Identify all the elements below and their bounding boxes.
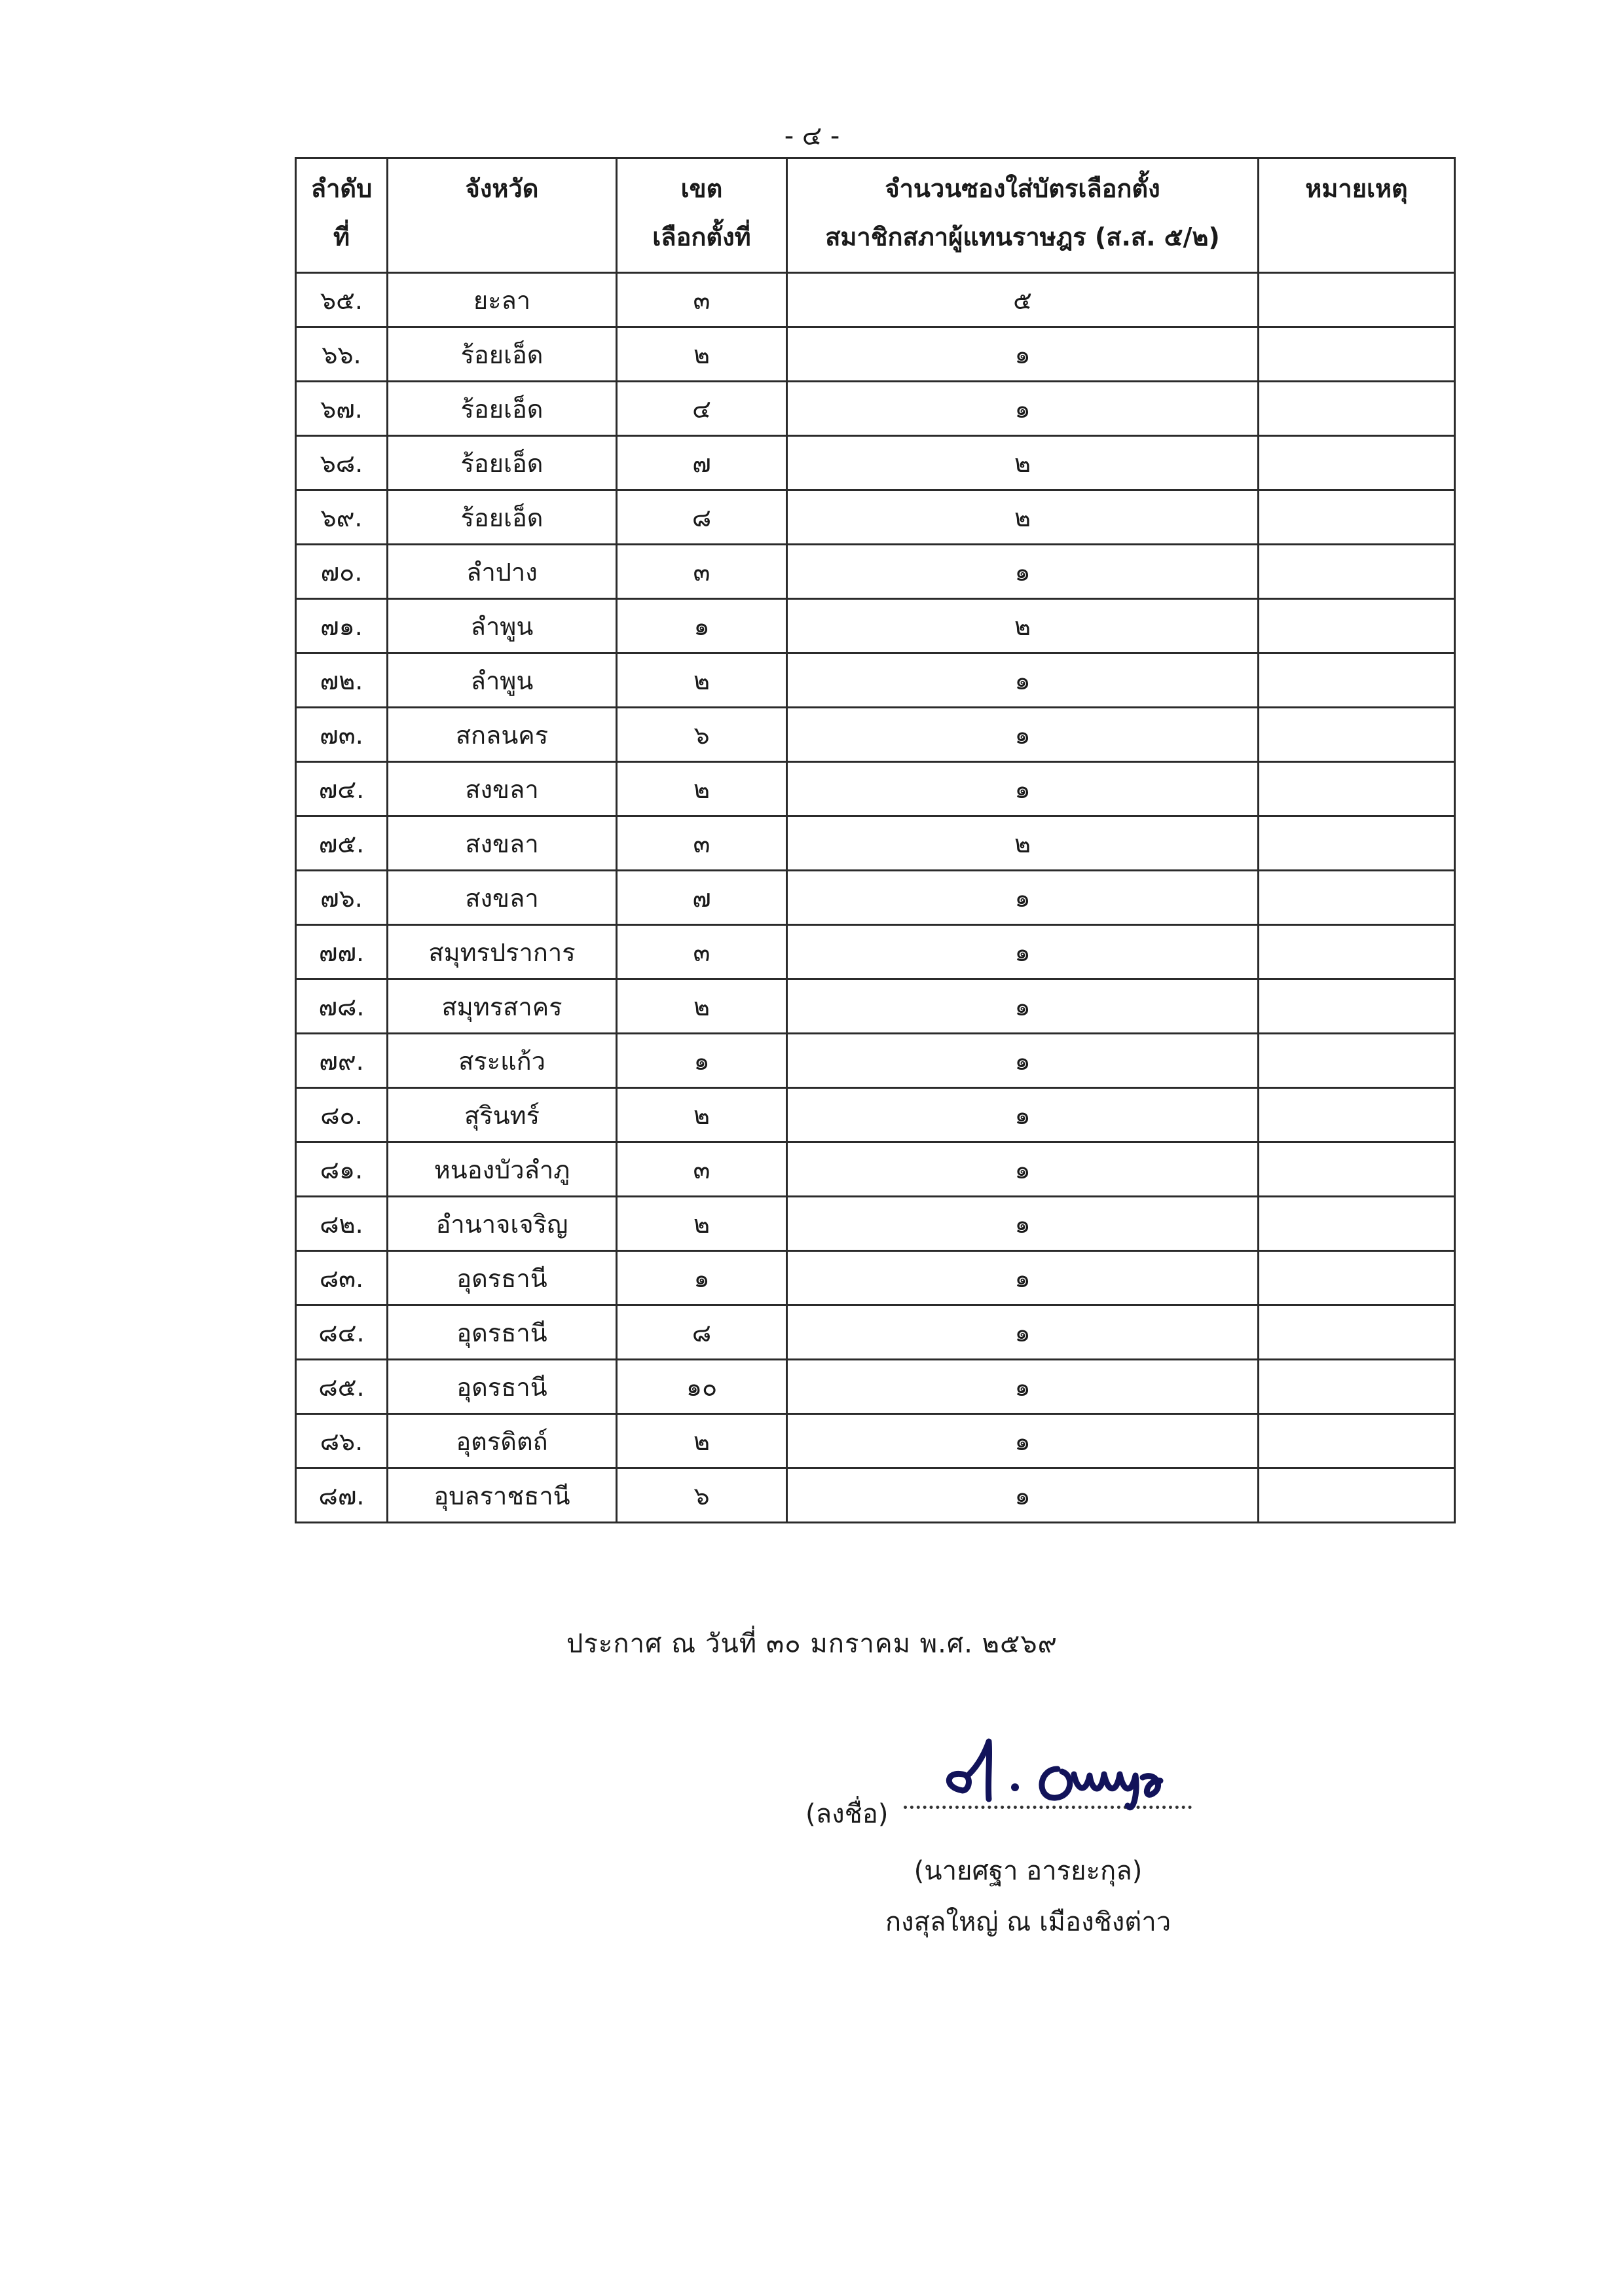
cell-province: หนองบัวลำภู [388,1142,617,1197]
table-row [296,1197,1455,1251]
cell-order: ๖๘. [296,436,388,490]
cell-order: ๖๙. [296,490,388,545]
cell-remark [1259,382,1455,436]
cell-province: สงขลา [388,762,617,816]
cell-remark [1259,871,1455,925]
cell-remark [1259,1034,1455,1088]
handwritten-signature [917,1728,1192,1820]
cell-order: ๘๖. [296,1414,388,1468]
table-body [296,273,1455,1523]
announcement-date: ประกาศ ณ วันที่ ๓๐ มกราคม พ.ศ. ๒๕๖๙ [566,1629,1058,1659]
table-row [296,979,1455,1034]
cell-district: ๑ [617,1251,787,1305]
cell-envelope-count: ๕ [787,273,1259,327]
cell-district: ๘ [617,490,787,545]
table-row [296,273,1455,327]
cell-envelope-count: ๑ [787,382,1259,436]
cell-district: ๗ [617,871,787,925]
cell-district: ๑๐ [617,1360,787,1414]
cell-district: ๘ [617,1305,787,1360]
signer-name: (นายศฐา อารยะกุล) [913,1856,1143,1886]
cell-remark [1259,708,1455,762]
cell-envelope-count: ๑ [787,653,1259,708]
cell-district: ๒ [617,653,787,708]
table-row [296,1034,1455,1088]
table-row [296,1088,1455,1142]
cell-province: อุดรธานี [388,1251,617,1305]
cell-order: ๗๕. [296,816,388,871]
cell-order: ๗๔. [296,762,388,816]
cell-remark [1259,1142,1455,1197]
cell-district: ๒ [617,327,787,382]
cell-envelope-count: ๒ [787,599,1259,653]
cell-province: อำนาจเจริญ [388,1197,617,1251]
table-row [296,599,1455,653]
cell-remark [1259,273,1455,327]
cell-envelope-count: ๒ [787,816,1259,871]
envelope-count-table [295,157,1456,1523]
cell-order: ๗๗. [296,925,388,979]
cell-envelope-count: ๑ [787,545,1259,599]
table-row [296,1414,1455,1468]
cell-district: ๗ [617,436,787,490]
cell-envelope-count: ๑ [787,1197,1259,1251]
cell-remark [1259,762,1455,816]
cell-order: ๘๓. [296,1251,388,1305]
cell-province: อุดรธานี [388,1360,617,1414]
cell-order: ๘๗. [296,1468,388,1523]
cell-envelope-count: ๒ [787,490,1259,545]
cell-order: ๗๙. [296,1034,388,1088]
cell-province: สงขลา [388,871,617,925]
table-header-row [296,158,1455,273]
cell-district: ๒ [617,979,787,1034]
cell-order: ๖๗. [296,382,388,436]
signature-label: (ลงชื่อ) [805,1799,889,1829]
cell-province: ร้อยเอ็ด [388,327,617,382]
cell-province: อุดรธานี [388,1305,617,1360]
cell-province: ลำปาง [388,545,617,599]
cell-order: ๗๓. [296,708,388,762]
cell-order: ๘๔. [296,1305,388,1360]
cell-district: ๓ [617,273,787,327]
cell-envelope-count: ๑ [787,1305,1259,1360]
cell-district: ๓ [617,1142,787,1197]
table-row [296,925,1455,979]
cell-province: ลำพูน [388,653,617,708]
cell-envelope-count: ๑ [787,1468,1259,1523]
table-row [296,708,1455,762]
cell-envelope-count: ๑ [787,979,1259,1034]
table-row [296,545,1455,599]
cell-remark [1259,1468,1455,1523]
cell-remark [1259,653,1455,708]
cell-envelope-count: ๑ [787,1251,1259,1305]
cell-envelope-count: ๑ [787,871,1259,925]
cell-district: ๔ [617,382,787,436]
table-row [296,1142,1455,1197]
cell-remark [1259,599,1455,653]
cell-district: ๒ [617,1088,787,1142]
cell-district: ๓ [617,925,787,979]
cell-order: ๘๕. [296,1360,388,1414]
table-row [296,490,1455,545]
table-row [296,1251,1455,1305]
table-row [296,436,1455,490]
cell-district: ๓ [617,545,787,599]
cell-remark [1259,1197,1455,1251]
cell-district: ๑ [617,1034,787,1088]
cell-province: ยะลา [388,273,617,327]
table-row [296,653,1455,708]
cell-province: สงขลา [388,816,617,871]
cell-district: ๖ [617,708,787,762]
cell-order: ๘๒. [296,1197,388,1251]
header-district: เขต เลือกตั้งที่ [617,158,787,273]
cell-remark [1259,1088,1455,1142]
cell-remark [1259,925,1455,979]
cell-province: ลำพูน [388,599,617,653]
cell-district: ๖ [617,1468,787,1523]
cell-province: สมุทรปราการ [388,925,617,979]
cell-province: ร้อยเอ็ด [388,436,617,490]
cell-order: ๗๘. [296,979,388,1034]
header-remarks: หมายเหตุ [1259,158,1455,273]
header-order: ลำดับ ที่ [296,158,388,273]
cell-province: อุตรดิตถ์ [388,1414,617,1468]
cell-district: ๒ [617,1414,787,1468]
table-row [296,762,1455,816]
cell-envelope-count: ๑ [787,1142,1259,1197]
table-row [296,871,1455,925]
cell-order: ๖๖. [296,327,388,382]
table-row [296,1468,1455,1523]
cell-remark [1259,490,1455,545]
header-envelope-count: จำนวนซองใส่บัตรเลือกตั้ง สมาชิกสภาผู้แทนราษฎร (ส.ส. ๕/๒) [787,158,1259,273]
cell-district: ๒ [617,762,787,816]
page-number: - ๔ - [784,121,840,151]
cell-remark [1259,1414,1455,1468]
cell-district: ๓ [617,816,787,871]
cell-remark [1259,816,1455,871]
cell-envelope-count: ๑ [787,762,1259,816]
cell-remark [1259,327,1455,382]
cell-envelope-count: ๑ [787,1088,1259,1142]
table-row [296,382,1455,436]
cell-order: ๘๐. [296,1088,388,1142]
signature-block [792,1728,1251,1951]
cell-order: ๘๑. [296,1142,388,1197]
table-row [296,1360,1455,1414]
cell-order: ๗๑. [296,599,388,653]
cell-remark [1259,1305,1455,1360]
table-row [296,816,1455,871]
cell-province: สมุทรสาคร [388,979,617,1034]
cell-envelope-count: ๑ [787,327,1259,382]
cell-envelope-count: ๑ [787,1034,1259,1088]
table-row [296,1305,1455,1360]
cell-envelope-count: ๑ [787,1360,1259,1414]
cell-remark [1259,1251,1455,1305]
cell-remark [1259,979,1455,1034]
cell-remark [1259,1360,1455,1414]
cell-district: ๑ [617,599,787,653]
header-province: จังหวัด [388,158,617,273]
cell-province: สุรินทร์ [388,1088,617,1142]
signer-title: กงสุลใหญ่ ณ เมืองชิงต่าว [885,1907,1172,1937]
cell-order: ๗๖. [296,871,388,925]
table-row [296,327,1455,382]
cell-envelope-count: ๒ [787,436,1259,490]
cell-remark [1259,436,1455,490]
cell-remark [1259,545,1455,599]
cell-envelope-count: ๑ [787,708,1259,762]
cell-envelope-count: ๑ [787,1414,1259,1468]
cell-province: ร้อยเอ็ด [388,382,617,436]
cell-order: ๗๒. [296,653,388,708]
cell-province: สระแก้ว [388,1034,617,1088]
cell-province: สกลนคร [388,708,617,762]
cell-district: ๒ [617,1197,787,1251]
cell-order: ๖๕. [296,273,388,327]
cell-order: ๗๐. [296,545,388,599]
cell-envelope-count: ๑ [787,925,1259,979]
cell-province: อุบลราชธานี [388,1468,617,1523]
cell-province: ร้อยเอ็ด [388,490,617,545]
